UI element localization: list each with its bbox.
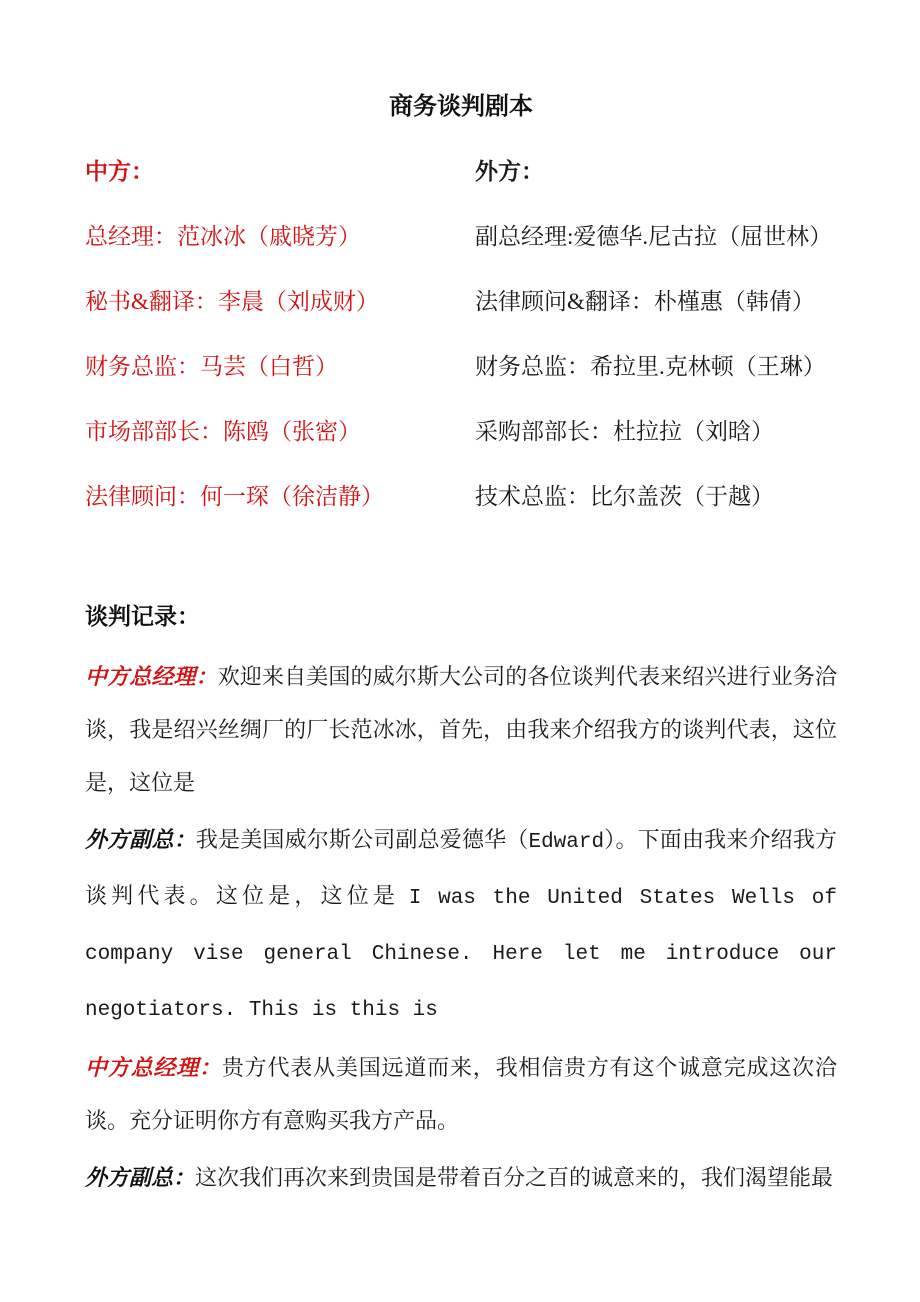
roster-row (85, 222, 837, 252)
speaker-label: 外方副总： (85, 1165, 196, 1190)
document-title: 商务谈判剧本 (389, 94, 533, 120)
negotiation-record (85, 602, 837, 1204)
entry-text: 贵方代表从美国远道而来，我相信贵方有这个诚意完成这次洽谈。充分证明你方有意购买我方产品。 (85, 1055, 837, 1133)
record-heading: 谈判记录： (85, 604, 200, 629)
roster-chinese-member: 秘书&翻译：李晨（刘成财） (85, 289, 379, 314)
roster-row (85, 417, 837, 447)
roster-header-row (85, 157, 837, 187)
roster-header-chinese-side: 中方： (85, 159, 154, 184)
roster-chinese-member: 法律顾问：何一琛（徐洁静） (85, 484, 384, 509)
record-entry (85, 813, 837, 1037)
roster-chinese-member: 市场部部长：陈鸥（张密） (85, 419, 361, 444)
entry-text: 我是美国威尔斯公司副总爱德华（Edward）。下面由我来介绍我方谈判代表。这位是，这位是 I was the United States Wells of company vise general Chinese. Here let me introduce our negotiators. This is this is (85, 827, 838, 1022)
roster-row (85, 287, 837, 317)
speaker-label: 中方总经理： (85, 664, 218, 689)
roster-chinese-member: 财务总监：马芸（白哲） (85, 354, 338, 379)
roster-row (85, 352, 837, 382)
roster (85, 157, 837, 512)
document-page (0, 91, 920, 1302)
roster-foreign-member: 技术总监：比尔盖茨（于越） (475, 484, 774, 509)
record-entry (85, 1151, 837, 1204)
roster-foreign-member: 采购部部长：杜拉拉（刘晗） (475, 419, 774, 444)
roster-foreign-member: 法律顾问&翻译：朴槿惠（韩倩） (475, 289, 815, 314)
roster-row (85, 482, 837, 512)
entry-text: 这次我们再次来到贵国是带着百分之百的诚意来的，我们渴望能最 (195, 1165, 834, 1190)
latin-text-run: I was the United States Wells of company vise general Chinese. Here let me introduce our negotiators. This is this is (85, 887, 838, 1022)
speaker-label: 中方总经理： (85, 1055, 222, 1080)
latin-text-run: Edward (528, 831, 605, 854)
record-entry (85, 650, 837, 809)
roster-foreign-member: 副总经理:爱德华.尼古拉（屈世林） (475, 224, 833, 249)
roster-chinese-member: 总经理：范冰冰（戚晓芳） (85, 224, 361, 249)
roster-header-foreign-side: 外方： (475, 159, 544, 184)
speaker-label: 外方副总： (85, 827, 196, 852)
record-entry (85, 1041, 837, 1147)
entry-text: 欢迎来自美国的威尔斯大公司的各位谈判代表来绍兴进行业务洽谈，我是绍兴丝绸厂的厂长范冰冰，首先，由我来介绍我方的谈判代表，这位是，这位是 (85, 664, 837, 795)
record-entries (85, 650, 837, 1204)
roster-rows (85, 222, 837, 512)
roster-foreign-member: 财务总监：希拉里.克林顿（王琳） (475, 354, 826, 379)
